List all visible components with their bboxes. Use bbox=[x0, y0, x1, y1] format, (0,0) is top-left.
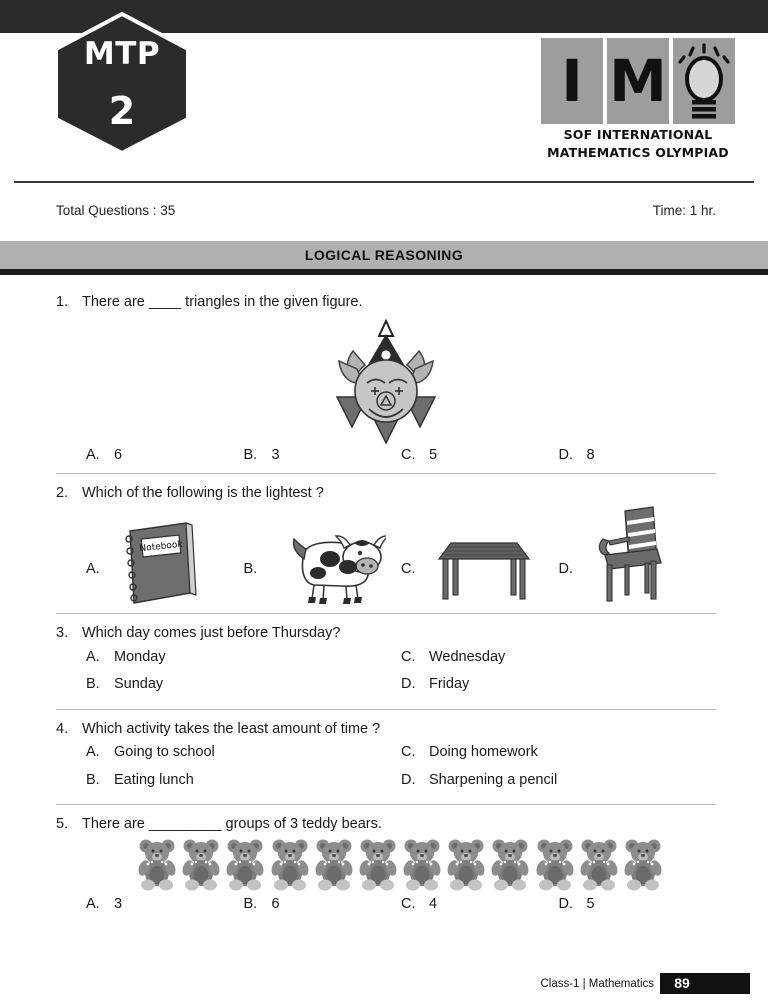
option-key: D. bbox=[558, 896, 573, 912]
question-2-head bbox=[56, 484, 716, 504]
option-label: Friday bbox=[429, 676, 470, 693]
question-2-text: Which of the following is the lightest ? bbox=[82, 484, 324, 501]
imo-title-line2: MATHEMATICS OLYMPIAD bbox=[547, 145, 729, 161]
question-5-figure bbox=[56, 835, 716, 896]
option-label: 5 bbox=[586, 896, 595, 912]
option-row bbox=[86, 644, 716, 672]
option-label: 8 bbox=[586, 446, 595, 463]
question-2-options bbox=[56, 503, 716, 605]
option-label: Going to school bbox=[114, 744, 215, 761]
page-number: 89 bbox=[660, 973, 704, 994]
option-key: A. bbox=[86, 446, 100, 463]
question-1-option-d[interactable] bbox=[559, 447, 717, 463]
teddy-bear bbox=[180, 837, 222, 896]
mtp-badge bbox=[52, 12, 192, 152]
teddy-bear-icon bbox=[224, 837, 266, 891]
question-1-option-b[interactable] bbox=[244, 447, 402, 463]
option-label: 3 bbox=[271, 446, 280, 463]
teddy-bear bbox=[534, 837, 576, 896]
teddy-bear bbox=[445, 837, 487, 896]
question-5-option-a[interactable] bbox=[86, 896, 244, 912]
option-label: 3 bbox=[114, 896, 123, 912]
question-5-option-c[interactable] bbox=[401, 896, 559, 912]
option-key: C. bbox=[401, 446, 416, 463]
option-key: C. bbox=[401, 648, 416, 665]
option-key: A. bbox=[86, 648, 100, 665]
question-1-option-c[interactable] bbox=[401, 447, 559, 463]
question-5-text: There are _________ groups of 3 teddy bears. bbox=[82, 816, 382, 833]
option-key: B. bbox=[243, 561, 258, 578]
footer-label: Class-1 | Mathematics bbox=[540, 977, 654, 990]
question-4-head bbox=[56, 720, 716, 740]
question-3 bbox=[0, 614, 768, 709]
option-key: D. bbox=[558, 561, 573, 578]
teddy-bear bbox=[622, 837, 664, 896]
option-key: A. bbox=[86, 744, 100, 761]
option-key: D. bbox=[558, 446, 573, 463]
question-1-option-a[interactable] bbox=[86, 447, 244, 463]
question-1-figure bbox=[56, 313, 716, 447]
option-key: B. bbox=[86, 676, 100, 693]
option-label: Eating lunch bbox=[114, 771, 194, 788]
question-2 bbox=[0, 474, 768, 614]
option-label: Sharpening a pencil bbox=[429, 771, 558, 788]
option-label: Monday bbox=[114, 648, 166, 665]
teddy-bear bbox=[313, 837, 355, 896]
option-key: A. bbox=[86, 896, 100, 912]
mtp-number: 2 bbox=[108, 89, 136, 133]
question-2-option-d[interactable] bbox=[559, 505, 717, 605]
imo-box-m bbox=[607, 38, 669, 124]
teddy-bear bbox=[136, 837, 178, 896]
option-label: 6 bbox=[271, 896, 280, 912]
imo-box-i bbox=[541, 38, 603, 124]
question-4 bbox=[0, 710, 768, 805]
cow-image bbox=[274, 523, 386, 605]
header-divider bbox=[14, 181, 754, 183]
question-4-option-a[interactable] bbox=[86, 739, 401, 767]
option-row bbox=[86, 671, 716, 699]
teddy-bear bbox=[224, 837, 266, 896]
question-3-text: Which day comes just before Thursday? bbox=[82, 625, 341, 642]
teddy-bear-icon bbox=[622, 837, 664, 891]
question-3-option-d[interactable] bbox=[401, 671, 716, 699]
teddy-bear bbox=[489, 837, 531, 896]
option-label: Doing homework bbox=[429, 744, 538, 761]
teddy-bear-icon bbox=[401, 837, 443, 891]
total-questions-label: Total Questions : 35 bbox=[56, 203, 176, 218]
option-key: D. bbox=[401, 676, 416, 693]
question-1-number: 1. bbox=[56, 294, 69, 310]
question-1-options bbox=[56, 447, 716, 463]
teddy-bear-icon bbox=[313, 837, 355, 891]
question-5 bbox=[0, 805, 768, 916]
time-label: Time: 1 hr. bbox=[652, 203, 716, 218]
teddy-bear-icon bbox=[489, 837, 531, 891]
section-underbar bbox=[0, 269, 768, 275]
imo-logo-boxes bbox=[540, 38, 736, 124]
question-4-option-c[interactable] bbox=[401, 739, 716, 767]
clown-face-triangles-figure bbox=[327, 317, 445, 445]
teddy-bear bbox=[357, 837, 399, 896]
option-key: C. bbox=[401, 896, 416, 912]
question-4-options bbox=[56, 739, 716, 794]
option-key: B. bbox=[243, 446, 258, 463]
question-1-text: There are ____ triangles in the given figure. bbox=[82, 294, 363, 310]
teddy-bear-icon bbox=[578, 837, 620, 891]
question-3-option-b[interactable] bbox=[86, 671, 401, 699]
option-key: D. bbox=[401, 771, 416, 788]
questions-container bbox=[0, 281, 768, 916]
question-3-head bbox=[56, 624, 716, 644]
question-1-head bbox=[56, 293, 716, 313]
question-4-text: Which activity takes the least amount of time ? bbox=[82, 720, 381, 737]
imo-logo bbox=[540, 38, 736, 161]
question-5-option-d[interactable] bbox=[559, 896, 717, 912]
option-label: Wednesday bbox=[429, 648, 506, 665]
table-image bbox=[431, 519, 537, 605]
svg-text:Notebook: Notebook bbox=[139, 539, 184, 555]
teddy-bear-icon bbox=[357, 837, 399, 891]
teddy-bear bbox=[578, 837, 620, 896]
option-key: A. bbox=[86, 561, 100, 578]
question-3-option-a[interactable] bbox=[86, 644, 401, 672]
teddy-bear bbox=[401, 837, 443, 896]
notebook-image bbox=[116, 519, 198, 605]
question-2-option-b[interactable] bbox=[244, 523, 402, 605]
teddy-bear-icon bbox=[180, 837, 222, 891]
option-row bbox=[86, 767, 716, 795]
question-2-option-c[interactable] bbox=[401, 519, 559, 605]
section-title: LOGICAL REASONING bbox=[304, 247, 464, 263]
question-4-option-d[interactable] bbox=[401, 767, 716, 795]
imo-letter-m: M bbox=[609, 47, 667, 115]
footer-tail-bar bbox=[704, 973, 750, 994]
option-label: 6 bbox=[114, 446, 123, 463]
imo-box-bulb bbox=[673, 38, 735, 124]
teddy-bear-icon bbox=[136, 837, 178, 891]
lightbulb-icon bbox=[673, 38, 735, 124]
question-5-head bbox=[56, 815, 716, 835]
teddy-bear-icon bbox=[445, 837, 487, 891]
chair-image bbox=[589, 505, 673, 605]
exam-meta-row bbox=[56, 203, 716, 218]
option-label: Sunday bbox=[114, 676, 164, 693]
question-5-options bbox=[56, 896, 716, 912]
option-key: B. bbox=[86, 771, 100, 788]
option-label: 4 bbox=[429, 896, 438, 912]
question-4-option-b[interactable] bbox=[86, 767, 401, 795]
teddy-bear-icon bbox=[269, 837, 311, 891]
question-3-options bbox=[56, 644, 716, 699]
question-5-number: 5. bbox=[56, 816, 69, 833]
question-3-option-c[interactable] bbox=[401, 644, 716, 672]
question-4-number: 4. bbox=[56, 720, 69, 737]
question-5-option-b[interactable] bbox=[244, 896, 402, 912]
page-footer bbox=[540, 973, 750, 994]
teddy-bear-icon bbox=[534, 837, 576, 891]
option-label: 5 bbox=[429, 446, 438, 463]
teddy-bear bbox=[269, 837, 311, 896]
mtp-label: MTP bbox=[83, 36, 161, 72]
option-row bbox=[86, 739, 716, 767]
question-2-number: 2. bbox=[56, 484, 69, 501]
section-header-band bbox=[0, 241, 768, 269]
question-2-option-a[interactable] bbox=[86, 519, 244, 605]
question-3-number: 3. bbox=[56, 625, 69, 642]
option-key: C. bbox=[401, 744, 416, 761]
option-key: C. bbox=[401, 561, 416, 578]
question-1 bbox=[0, 281, 768, 473]
option-key: B. bbox=[243, 896, 258, 912]
imo-title-line1: SOF INTERNATIONAL bbox=[563, 127, 713, 142]
imo-letter-i: I bbox=[561, 47, 583, 115]
